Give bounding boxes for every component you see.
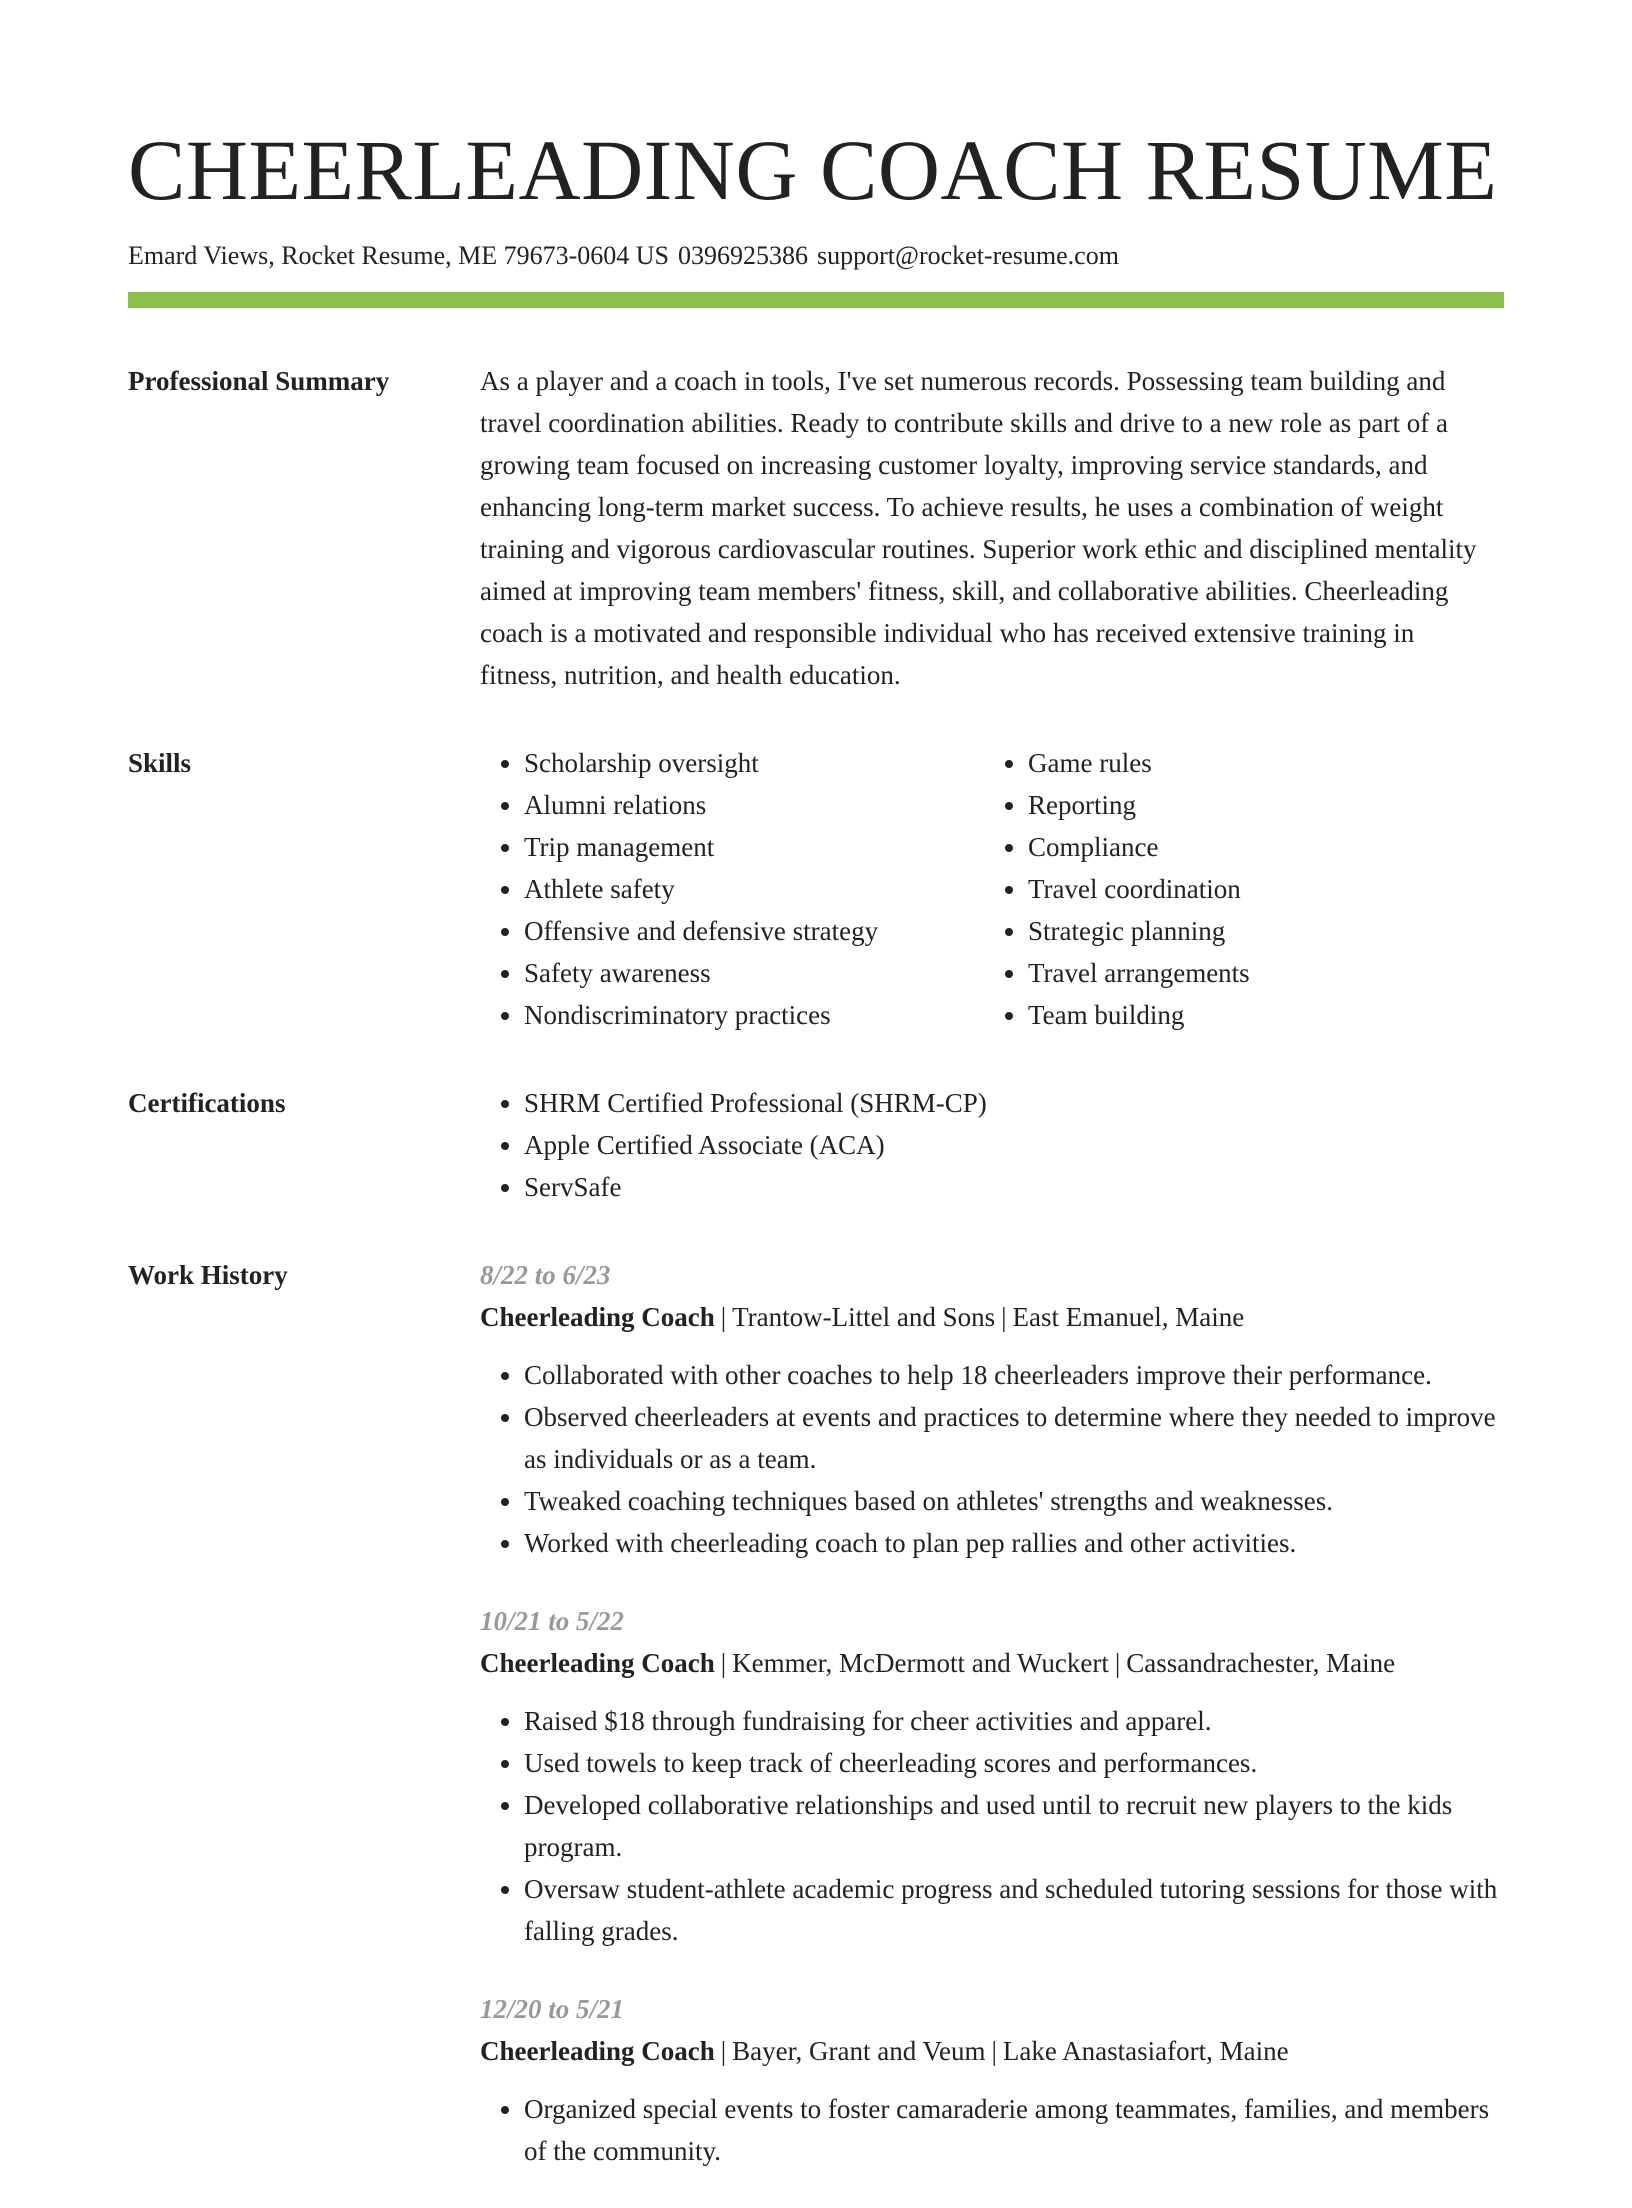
job-bullet: • Raised $18 through fundraising for cheer activities and apparel. xyxy=(524,1700,1504,1742)
job-bullet: • Oversaw student-athlete academic progress and scheduled tutoring sessions for those with falling grades. xyxy=(524,1868,1504,1952)
certifications-heading: Certifications xyxy=(128,1088,286,1118)
skill-item: • Team building xyxy=(1028,994,1488,1036)
accent-divider xyxy=(128,292,1504,308)
contact-address: Emard Views, Rocket Resume, ME 79673-0604 US xyxy=(128,241,670,270)
job-dates: 8/22 to 6/23 xyxy=(480,1260,611,1290)
job-entry xyxy=(480,1600,1504,1952)
job-location: Lake Anastasiafort, Maine xyxy=(1002,2036,1289,2066)
summary-section xyxy=(128,360,1504,696)
separator: | xyxy=(720,2036,727,2066)
resume-title: CHEERLEADING COACH RESUME xyxy=(128,122,1498,218)
certifications-content xyxy=(480,1082,1504,1208)
certification-item: • ServSafe xyxy=(524,1166,1504,1208)
separator: | xyxy=(1001,1302,1007,1332)
job-bullets xyxy=(480,1354,1504,1564)
skill-item: • Offensive and defensive strategy xyxy=(524,910,984,952)
skill-item: • Travel arrangements xyxy=(1028,952,1488,994)
skill-item: • Trip management xyxy=(524,826,984,868)
job-title: Cheerleading Coach xyxy=(480,1648,715,1678)
job-bullet: • Organized special events to foster camaraderie among teammates, families, and members of the community. xyxy=(524,2088,1504,2172)
separator: | xyxy=(720,1302,727,1332)
job-company: Trantow-Littel and Sons xyxy=(732,1302,996,1332)
certification-item: • SHRM Certified Professional (SHRM-CP) xyxy=(524,1082,1504,1124)
contact-email: support@rocket-resume.com xyxy=(817,241,1119,270)
certifications-list xyxy=(480,1082,1504,1208)
summary-heading: Professional Summary xyxy=(128,366,390,396)
skills-section xyxy=(128,742,1504,1036)
skill-item: • Game rules xyxy=(1028,742,1488,784)
summary-content xyxy=(480,360,1504,696)
job-bullet: • Developed collaborative relationships and used until to recruit new players to the kids program. xyxy=(524,1784,1504,1868)
certification-item: • Apple Certified Associate (ACA) xyxy=(524,1124,1504,1166)
job-company: Bayer, Grant and Veum xyxy=(732,2036,986,2066)
contact-line xyxy=(128,240,1504,272)
resume-page xyxy=(128,0,1504,2208)
job-title: Cheerleading Coach xyxy=(480,1302,715,1332)
job-header xyxy=(480,1296,1504,1338)
skills-list-left xyxy=(480,742,984,1036)
job-bullet: • Observed cheerleaders at events and practices to determine where they needed to improve as individuals or as a team. xyxy=(524,1396,1504,1480)
work-history-section xyxy=(128,1254,1504,2208)
job-bullet: • Used towels to keep track of cheerleading scores and performances. xyxy=(524,1742,1504,1784)
separator: | xyxy=(720,1648,727,1678)
skill-item: • Compliance xyxy=(1028,826,1488,868)
skill-item: • Athlete safety xyxy=(524,868,984,910)
job-entry xyxy=(480,1254,1504,1564)
job-title: Cheerleading Coach xyxy=(480,2036,715,2066)
skills-content xyxy=(480,742,1504,1036)
skill-item: • Reporting xyxy=(1028,784,1488,826)
job-dates: 10/21 to 5/22 xyxy=(480,1606,625,1636)
skills-heading: Skills xyxy=(128,748,192,778)
work-history-heading: Work History xyxy=(128,1260,288,1290)
skill-item: • Safety awareness xyxy=(524,952,984,994)
job-dates: 12/20 to 5/21 xyxy=(480,1994,625,2024)
skills-list-right xyxy=(984,742,1488,1036)
skill-item: • Alumni relations xyxy=(524,784,984,826)
job-bullet: • Collaborated with other coaches to help 18 cheerleaders improve their performance. xyxy=(524,1354,1504,1396)
summary-text: As a player and a coach in tools, I've set numerous records. Possessing team building and travel coordination abilities. Ready to contribute skills and drive to a new role as part of a growing team focused on increasing customer loyalty, improving service standards, and enhancing long-term market success. To achieve results, he uses a combination of weight training and vigorous cardiovascular routines. Superior work ethic and disciplined mentality aimed at improving team members' fitness, skill, and collaborative abilities. Cheerleading coach is a motivated and responsible individual who has received extensive training in fitness, nutrition, and health education. xyxy=(480,366,1477,690)
skill-item: • Travel coordination xyxy=(1028,868,1488,910)
job-location: Cassandrachester, Maine xyxy=(1126,1648,1396,1678)
job-entry xyxy=(480,1988,1504,2172)
separator: | xyxy=(1114,1648,1121,1678)
job-bullets xyxy=(480,1700,1504,1952)
job-header xyxy=(480,2030,1504,2072)
job-bullets xyxy=(480,2088,1504,2172)
job-bullet: • Worked with cheerleading coach to plan pep rallies and other activities. xyxy=(524,1522,1504,1564)
certifications-section xyxy=(128,1082,1504,1208)
skill-item: • Scholarship oversight xyxy=(524,742,984,784)
skill-item: • Nondiscriminatory practices xyxy=(524,994,984,1036)
work-history-content xyxy=(480,1254,1504,2208)
job-header xyxy=(480,1642,1504,1684)
job-bullet: • Tweaked coaching techniques based on athletes' strengths and weaknesses. xyxy=(524,1480,1504,1522)
contact-phone: 0396925386 xyxy=(678,241,809,270)
job-company: Kemmer, McDermott and Wuckert xyxy=(732,1648,1109,1678)
skill-item: • Strategic planning xyxy=(1028,910,1488,952)
separator: | xyxy=(991,2036,997,2066)
job-location: East Emanuel, Maine xyxy=(1012,1302,1245,1332)
